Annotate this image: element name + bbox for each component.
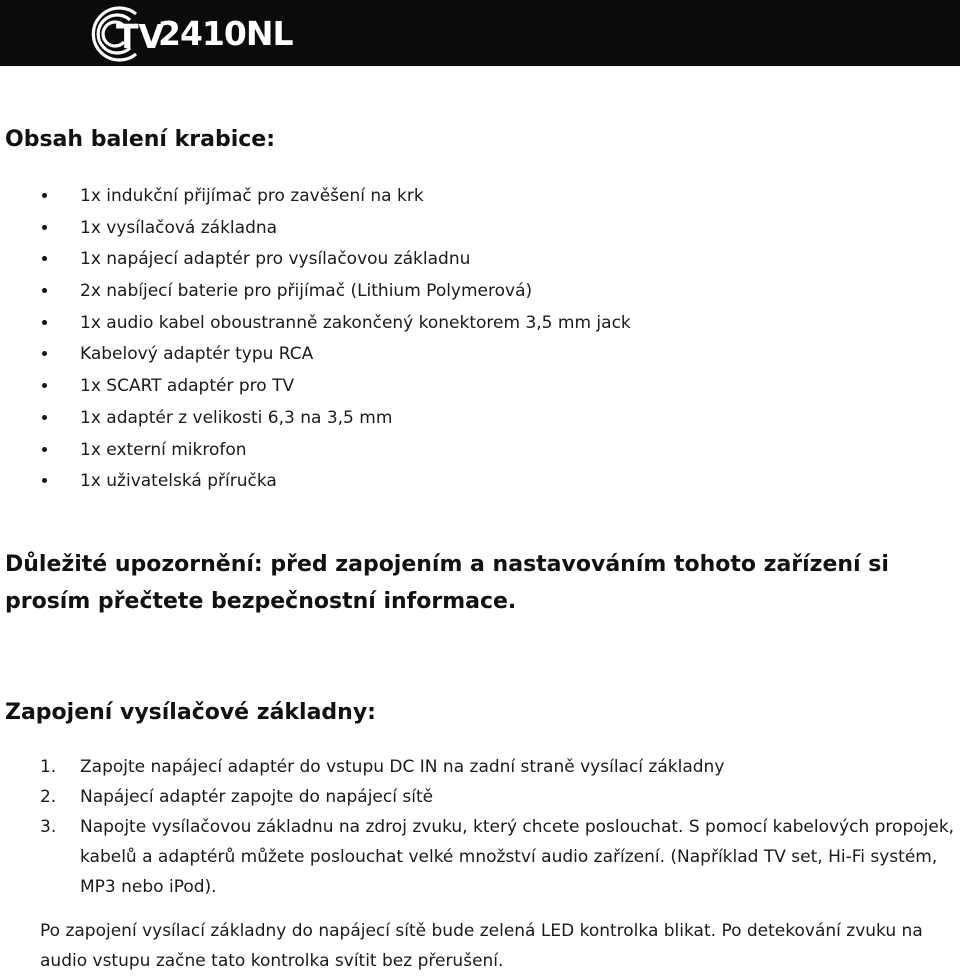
list-item-text: Kabelový adaptér typu RCA [80,344,314,365]
list-item-text: 1x SCART adaptér pro TV [80,376,295,397]
list-item-text: 1x audio kabel oboustranně zakončený konektorem 3,5 mm jack [80,312,631,333]
bullet-icon [42,415,47,420]
list-item [0,181,631,213]
step-text: Zapojte napájecí adaptér do vstupu DC IN na zadní straně vysílací základny [80,757,725,777]
list-item-text: 2x nabíjecí baterie pro přijímač (Lithium Polymerová) [80,281,533,302]
header-banner [0,0,960,66]
led-note: Po zapojení vysílací základny do napájecí sítě bude zelená LED kontrolka blikat. Po detekování zvuku na audio vstupu začne tato kontrolka svítit bez přerušení. [40,921,923,971]
step-text: Napájecí adaptér zapojte do napájecí sítě [80,787,434,807]
list-item [0,435,631,467]
safety-warning: Důležité upozornění: před zapojením a nastavováním tohoto zařízení si prosím přečtete bezpečnostní informace. [5,552,889,614]
connection-steps [0,752,960,902]
model-number: 2410NL [158,14,293,53]
list-item [0,339,631,371]
list-item-text: 1x uživatelská příručka [80,471,277,492]
bullet-icon [42,383,47,388]
list-item-text: 1x vysílačová základna [80,217,278,238]
step-item [0,812,960,902]
logo-tv-text: TV [116,17,165,56]
list-item [0,403,631,435]
bullet-icon [42,225,47,230]
list-item [0,466,631,498]
list-item-text: 1x napájecí adaptér pro vysílačovou základnu [80,249,471,270]
step-number: 3. [40,817,57,837]
step-number: 2. [40,787,57,807]
bullet-icon [42,351,47,356]
list-item [0,308,631,340]
contents-title: Obsah balení krabice: [5,127,276,152]
list-item [0,244,631,276]
list-item-text: 1x indukční přijímač pro zavěšení na krk [80,186,424,206]
bullet-icon [42,256,47,261]
bullet-icon [42,320,47,325]
contents-list [0,181,631,498]
step-item [0,782,960,812]
list-item-text: 1x adaptér z velikosti 6,3 na 3,5 mm [80,407,393,428]
step-text: Napojte vysílačovou základnu na zdroj zvuku, který chcete poslouchat. S pomocí kabelových propojek, kabelů a adaptérů můžete poslouchat velké množství audio zařízení. (Například TV set, Hi-Fi systém, MP3 nebo iPod). [80,817,955,897]
bullet-icon [42,478,47,483]
list-item [0,213,631,245]
bullet-icon [42,193,47,198]
list-item [0,371,631,403]
step-number: 1. [40,757,57,777]
bullet-icon [42,447,47,452]
list-item-text: 1x externí mikrofon [80,439,247,460]
step-item [0,752,960,782]
bullet-icon [42,288,47,293]
connection-title: Zapojení vysílačové základny: [5,700,376,725]
list-item [0,276,631,308]
